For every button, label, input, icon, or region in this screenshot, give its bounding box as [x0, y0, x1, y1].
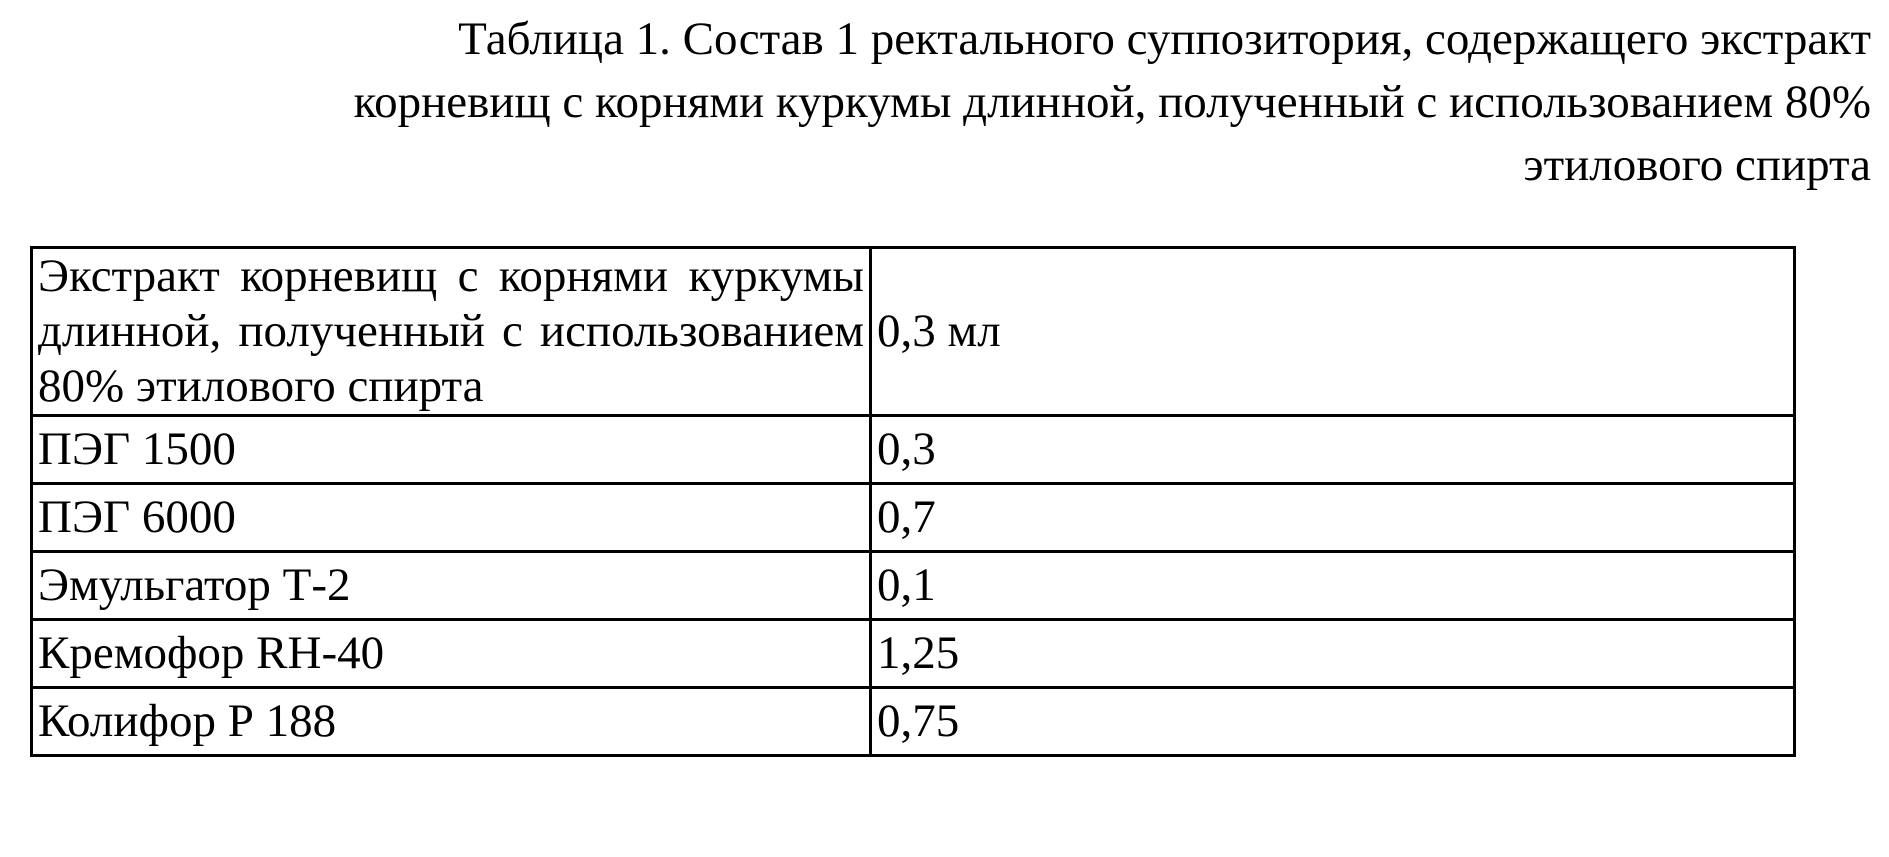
component-cell: Эмульгатор Т-2 — [32, 552, 871, 620]
amount-cell: 0,3 — [871, 416, 1795, 484]
table-row — [32, 484, 1795, 552]
amount-cell: 0,75 — [871, 688, 1795, 756]
component-cell: ПЭГ 1500 — [32, 416, 871, 484]
caption-line: этилового спирта — [1523, 139, 1871, 191]
caption-line: корневищ с корнями куркумы длинной, полученный с использованием 80% — [353, 76, 1871, 128]
component-cell: Колифор Р 188 — [32, 688, 871, 756]
table-row — [32, 620, 1795, 688]
table-row — [32, 416, 1795, 484]
amount-cell: 1,25 — [871, 620, 1795, 688]
table-row — [32, 552, 1795, 620]
composition-table — [30, 246, 1796, 757]
amount-cell: 0,7 — [871, 484, 1795, 552]
table-row — [32, 688, 1795, 756]
table-row — [32, 248, 1795, 416]
amount-cell: 0,1 — [871, 552, 1795, 620]
table-caption — [111, 8, 1871, 197]
component-cell: ПЭГ 6000 — [32, 484, 871, 552]
component-cell: Кремофор RH-40 — [32, 620, 871, 688]
component-cell: Экстракт корневищ с корнями куркумы длинной, полученный с использованием 80% этилового спирта — [32, 248, 871, 416]
caption-line: Таблица 1. Состав 1 ректального суппозитория, содержащего экстракт — [458, 13, 1871, 65]
amount-cell: 0,3 мл — [871, 248, 1795, 416]
